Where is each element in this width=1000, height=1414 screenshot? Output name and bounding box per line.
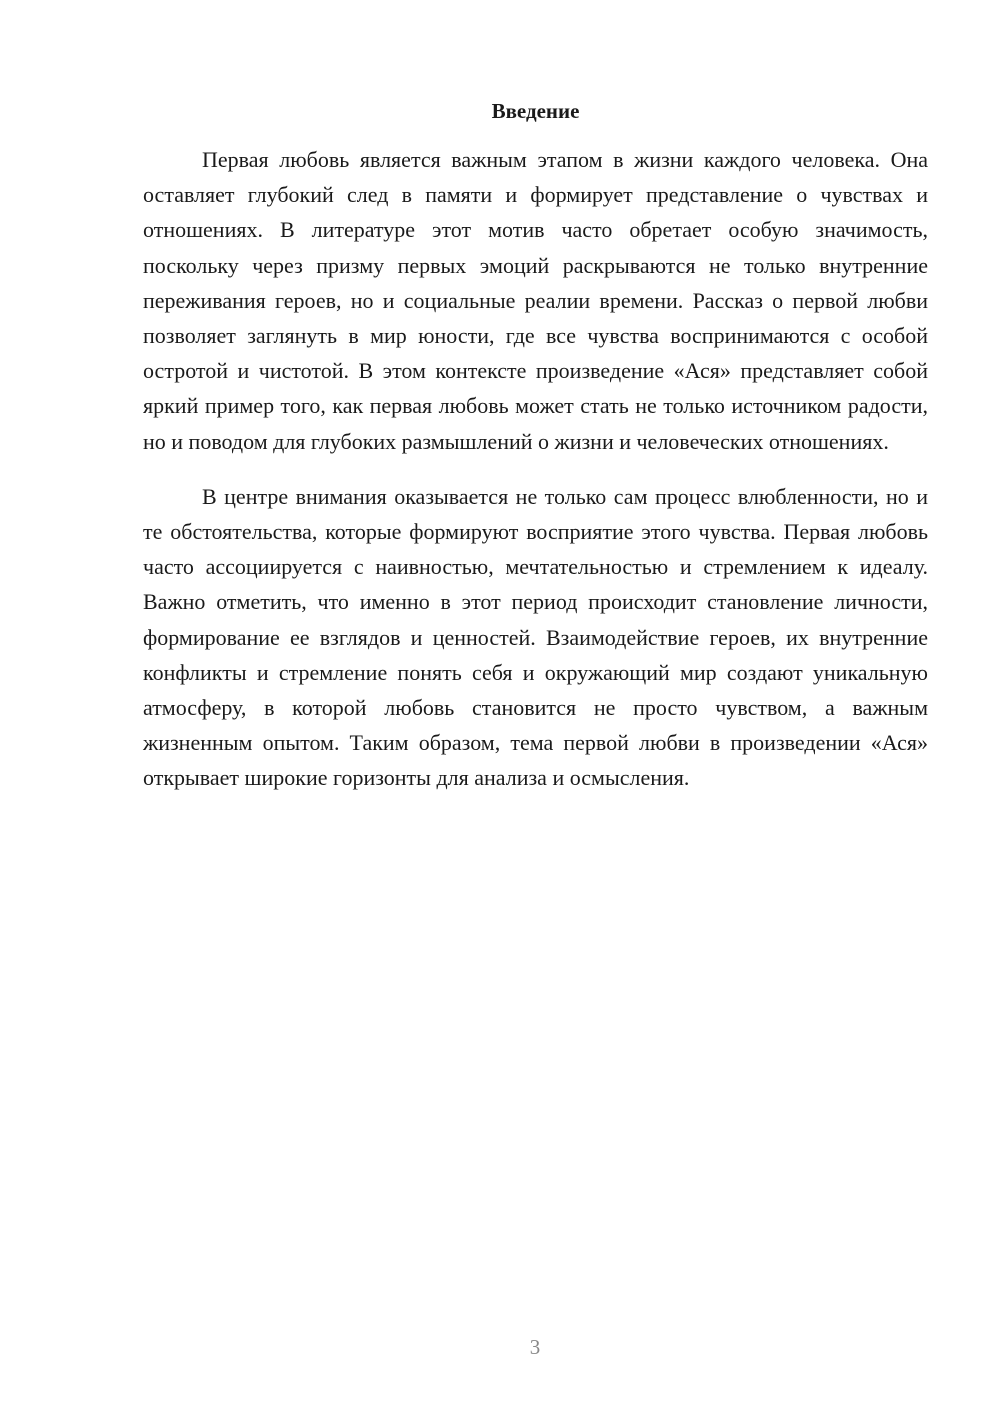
body-text bbox=[143, 142, 928, 816]
section-heading: Введение bbox=[491, 99, 580, 123]
paragraph-1: Первая любовь является важным этапом в жизни каждого человека. Она оставляет глубокий след в памяти и формирует представление о чувствах и отношениях. В литературе этот мотив часто обретает особую значимость, поскольку через призму первых эмоций раскрываются не только внутренние переживания героев, но и социальные реалии времени. Рассказ о первой любви позволяет заглянуть в мир юности, где все чувства воспринимаются с особой остротой и чистотой. В этом контексте произведение «Ася» представляет собой яркий пример того, как первая любовь может стать не только источником радости, но и поводом для глубоких размышлений о жизни и человеческих отношениях. bbox=[143, 147, 928, 454]
page-number: 3 bbox=[529, 1335, 541, 1359]
paragraph-2: В центре внимания оказывается не только сам процесс влюбленности, но и те обстоятельства, которые формируют восприятие этого чувства. Первая любовь часто ассоциируется с наивностью, мечтательностью и стремлением к идеалу. Важно отметить, что именно в этот период происходит становление личности, формирование ее взглядов и ценностей. Взаимодействие героев, их внутренние конфликты и стремление понять себя и окружающий мир создают уникальную атмосферу, в которой любовь становится не просто чувством, а важным жизненным опытом. Таким образом, тема первой любви в произведении «Ася» открывает широкие горизонты для анализа и осмысления. bbox=[143, 483, 928, 791]
